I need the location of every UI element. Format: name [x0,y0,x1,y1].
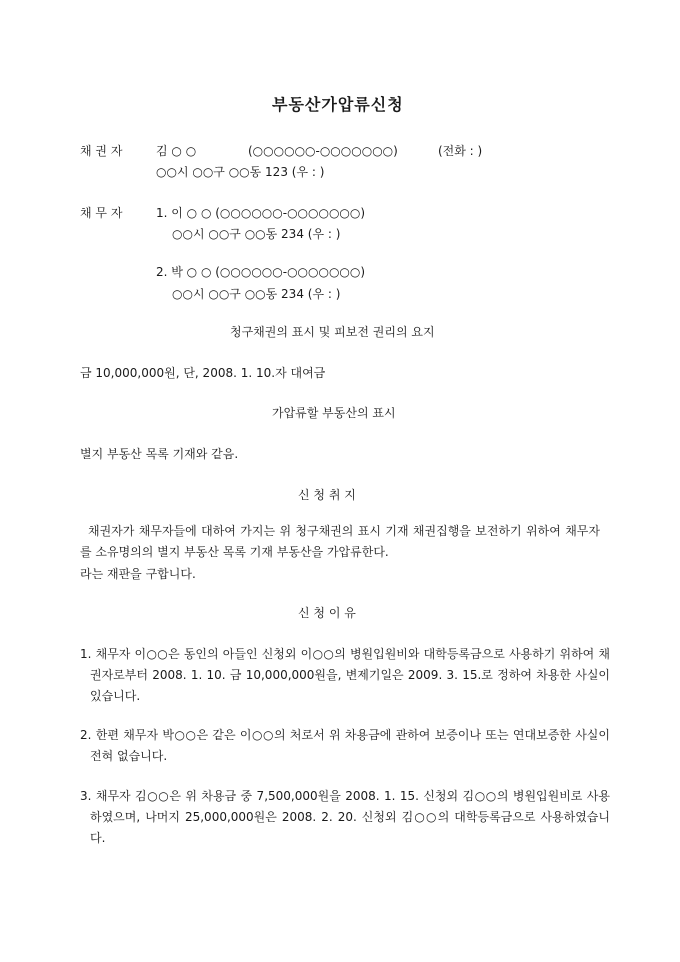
reason-item-1: 1. 채무자 이○○은 동인의 아들인 신청외 이○○의 병원입원비와 대학등록금으로 사용하기 위하여 채권자로부터 2008. 1. 10. 금 10,000,000원을, 변제기일은 2009. 3. 15.로 정하여 차용한 사실이 있습니다. [80,647,610,703]
creditor-address: ○○시 ○○구 ○○동 123 (우 : ) [156,165,325,179]
debtor-2-line: 2. 박 ○ ○ (○○○○○○-○○○○○○○) [156,265,366,279]
reason-item-3: 3. 채무자 김○○은 위 차용금 중 7,500,000원을 2008. 1. 15. 신청외 김○○의 병원입원비로 사용하였으며, 나머지 25,000,000원은 2008. 2. 20. 신청외 김○○의 대학등록금으로 사용하였습니다. [80,789,610,845]
property-heading: 가압류할 부동산의 표시 [272,406,396,420]
document-title: 부동산가압류신청 [272,95,404,114]
claim-heading: 청구채권의 표시 및 피보전 권리의 요지 [230,325,435,339]
creditor-label: 채 권 자 [80,144,123,158]
reasons-heading: 신 청 이 유 [298,606,356,620]
debtor-2-address: ○○시 ○○구 ○○동 234 (우 : ) [172,287,341,301]
creditor-phone: (전화 : ) [438,144,483,158]
creditor-name: 김 ○ ○ [156,144,197,158]
purpose-paragraph: 채권자가 채무자들에 대하여 가지는 위 청구채권의 표시 기재 채권집행을 보전하기 위하여 채무자를 소유명의의 별지 부동산 목록 기재 부동산을 가압류한다. [80,524,600,559]
purpose-heading: 신 청 취 지 [298,488,356,502]
reason-item-2: 2. 한편 채무자 박○○은 같은 이○○의 처로서 위 차용금에 관하여 보증이나 또는 연대보증한 사실이 전혀 없습니다. [80,728,610,763]
debtor-label: 채 무 자 [80,206,123,220]
creditor-id: (○○○○○○-○○○○○○○) [248,144,398,158]
purpose-closing: 라는 재판을 구합니다. [80,567,196,581]
debtor-1-address: ○○시 ○○구 ○○동 234 (우 : ) [172,227,341,241]
property-text: 별지 부동산 목록 기재와 같음. [80,447,239,461]
claim-text: 금 10,000,000원, 단, 2008. 1. 10.자 대여금 [80,366,326,380]
debtor-1-line: 1. 이 ○ ○ (○○○○○○-○○○○○○○) [156,206,366,220]
